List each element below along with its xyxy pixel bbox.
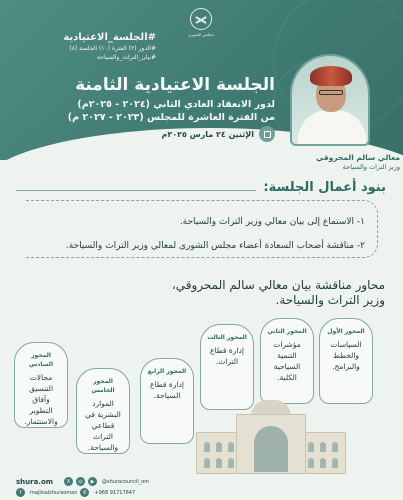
emblem-icon [190,8,212,30]
hashtag-session: #الجلسة_الاعتيادية [63,32,156,43]
hashtag-topic: #بيان_التراث_والسياحة [97,54,156,61]
minister-name: معالي سالم المحروقي [316,153,400,162]
whatsapp-icon[interactable]: ✆ [80,488,89,497]
axis-card-5 [76,368,130,454]
minister-photo [290,54,370,146]
youtube-icon[interactable]: ▶ [88,477,97,486]
instagram-icon[interactable]: ◎ [76,477,85,486]
minister-caption [300,153,400,172]
contact-row [16,488,135,497]
calendar-icon [259,126,275,142]
agenda-item: ١- الاستماع إلى بيان معالي وزير التراث والسياحة. [179,217,365,227]
facebook-handle: majlisalshuraoman [30,489,78,496]
phone-number: +968 91717647 [94,489,136,496]
agenda-heading-text: بنود أعمال الجلسة: [263,180,386,195]
hashtag-term: #الدور (٢) الفترة (١٠) الجلسة (٨) [69,45,156,52]
axis-label: المحور الثاني [267,328,307,335]
axis-text: إدارة قطاع التراث. [210,346,244,366]
axis-card-3 [200,324,254,410]
session-date: الإثنين ٢٤ مارس ٢٠٢٥م [161,129,254,139]
axes-title-line2: وزير التراث والسياحة. [275,293,385,307]
axis-text: إدارة قطاع السياحة. [150,380,184,400]
axis-text: السياسات والخطط والبرامج. [330,340,362,371]
social-links [64,477,149,486]
axis-text: مجالات التنسيق وآفاق التطوير والاستثمار. [24,373,58,426]
logo-text: مجلس الشورى [188,32,214,37]
hashtags [16,32,156,62]
divider [16,190,256,191]
minister-role: وزير التراث والسياحة [342,163,400,171]
agenda-item: ٢- مناقشة أصحاب السعادة أعضاء مجلس الشورى لمعالي وزير التراث والسياحة. [65,241,365,251]
agenda-heading [16,180,386,195]
axis-card-6 [14,342,68,428]
shura-building-illustration [196,400,346,474]
axis-card-4 [140,358,194,444]
axis-label: المحور الرابع [147,368,187,375]
date-row [161,126,275,142]
axes-title-line1: محاور مناقشة بيان معالي سالم المحروقي، [171,278,385,292]
axis-label: المحور الخامس [91,378,115,394]
session-subtitle: لدور الانعقاد العادي الثاني (٢٠٢٤ - ٢٠٢٥م) [77,99,275,110]
axis-card-1 [319,318,373,404]
shura-logo [186,8,216,42]
axis-card-2 [260,318,314,404]
website-link[interactable]: shura.om [16,478,54,486]
agenda-box [26,200,378,258]
axis-label: المحور الثالث [207,334,247,341]
axis-text: الموارد البشرية في قطاعي التراث والسياحة. [85,399,121,452]
term-subtitle: من الفترة العاشرة للمجلس (٢٠٢٣ - ٢٠٢٧ م) [67,112,275,123]
footer [0,474,403,500]
axes-title [15,278,385,308]
social-handle: @shuracouncil_om [102,478,150,485]
axis-label: المحور الأول [327,328,365,335]
axis-text: مؤشرات التنمية السياحية الكلية. [273,340,301,382]
axis-label: المحور السادس [28,352,54,368]
page-title: الجلسة الاعتيادية الثامنة [75,75,275,95]
facebook-icon[interactable]: f [16,488,25,497]
x-icon[interactable]: X [64,477,73,486]
title-block [55,74,275,124]
